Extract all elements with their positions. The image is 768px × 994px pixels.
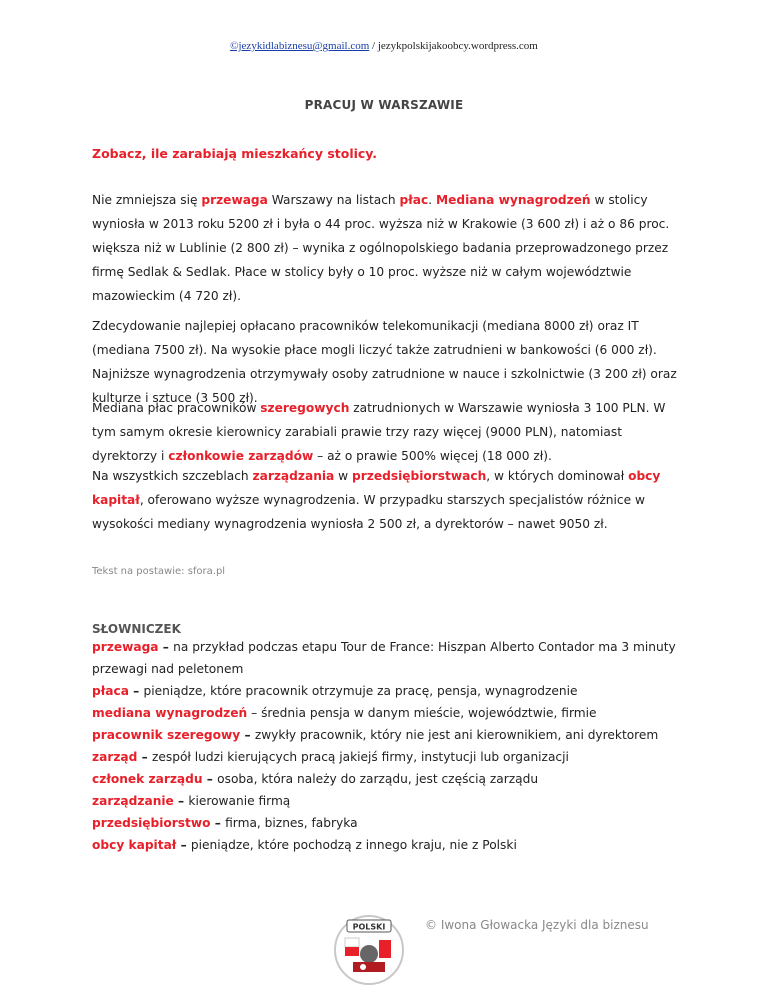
p3-term-czlonkowie: członkowie zarządów <box>168 449 314 463</box>
logo-text: POLSKI <box>352 922 386 932</box>
p4-term-obcy-kapital: obcy kapitał <box>92 469 661 507</box>
glossary-definition: zespół ludzi kierujących pracą jakiejś firmy, instytucji lub organizacji <box>151 750 569 764</box>
glossary-term: obcy kapitał <box>92 838 177 852</box>
glossary-item <box>92 636 680 680</box>
glossary-definition: osoba, która należy do zarządu, jest częścią zarządu <box>217 772 539 786</box>
p1-term-przewaga: przewaga <box>201 193 268 207</box>
glossary-term: zarządzanie <box>92 794 174 808</box>
p1-text-b: Warszawy na listach <box>267 193 400 207</box>
p1-text-d: w stolicy wyniosła w 2013 roku 5200 zł i była o 44 proc. wyższa niż w Krakowie (3 600 zł) i aż o 86 proc. większa niż w Lublinie (2 800 zł) – wynika z ogólnopolskiego badania przeprowadzonego przez firmę Sedlak & Sedlak. Płace w stolicy były o 10 proc. wyższe niż w całym województwie mazowieckim (4 720 zł). <box>92 193 670 303</box>
glossary-definition: średnia pensja w danym mieście, województwie, firmie <box>261 706 597 720</box>
glossary-term: mediana wynagrodzeń <box>92 706 248 720</box>
footer-copyright: © Iwona Głowacka Języki dla biznesu <box>425 918 649 932</box>
glossary-term: zarząd <box>92 750 138 764</box>
polski-logo-icon <box>333 914 405 986</box>
glossary-definition: pieniądze, które pochodzą z innego kraju, nie z Polski <box>190 838 517 852</box>
glossary-dash: – <box>158 640 174 654</box>
glossary-item <box>92 746 680 768</box>
glossary-item <box>92 768 680 790</box>
glossary-dash: – <box>173 794 189 808</box>
glossary-item <box>92 680 680 702</box>
p4-text-a: Na wszystkich szczeblach <box>92 469 253 483</box>
glossary-item <box>92 790 680 812</box>
glossary-definition: pieniądze, które pracownik otrzymuje za pracę, pensja, wynagrodzenie <box>143 684 578 698</box>
p4-text-c: , w których dominował <box>486 469 629 483</box>
p3-term-szeregowych: szeregowych <box>260 401 350 415</box>
p1-term-mediana: Mediana wynagrodzeń <box>435 193 591 207</box>
glossary-list <box>92 636 680 856</box>
glossary-item <box>92 834 680 856</box>
glossary-definition: zwykły pracownik, który nie jest ani kierownikiem, ani dyrektorem <box>254 728 659 742</box>
glossary-dash: – <box>240 728 255 742</box>
page-header <box>0 40 768 52</box>
p4-term-przedsiebiorstwach: przedsiębiorstwach <box>352 469 487 483</box>
glossary-term: płaca <box>92 684 129 698</box>
glossary-dash: – <box>176 838 191 852</box>
paragraph-3 <box>92 396 680 468</box>
glossary-item <box>92 702 680 724</box>
header-site: jezykpolskijakoobcy.wordpress.com <box>377 40 538 52</box>
source-note: Tekst na postawie: sfora.pl <box>92 566 226 577</box>
glossary-definition: firma, biznes, fabryka <box>225 816 358 830</box>
glossary-item <box>92 812 680 834</box>
p3-text-c: – aż o prawie 500% więcej (18 000 zł). <box>313 449 552 463</box>
p1-term-placa: płac <box>399 193 429 207</box>
glossary-definition: na przykład podczas etapu Tour de France: Hiszpan Alberto Contador ma 3 minuty przewagi nad peletonem <box>92 640 676 676</box>
header-separator: / <box>369 40 378 52</box>
p1-text-a: Nie zmniejsza się <box>92 193 202 207</box>
p4-text-d: , oferowano wyższe wynagrodzenia. W przypadku starszych specjalistów różnice w wysokości mediany wynagrodzenia wyniosła 2 500 zł, a dyrektorów – nawet 9050 zł. <box>92 493 645 531</box>
glossary-term: przedsiębiorstwo <box>92 816 211 830</box>
p4-text-b: w <box>334 469 352 483</box>
glossary-dash: – <box>210 816 226 830</box>
email-link[interactable]: ©jezykidlabiznesu@gmail.com <box>230 40 370 52</box>
glossary-definition: kierowanie firmą <box>188 794 291 808</box>
glossary-term: pracownik szeregowy <box>92 728 241 742</box>
glossary-title: SŁOWNICZEK <box>92 622 181 636</box>
glossary-dash: – <box>137 750 152 764</box>
glossary-term: przewaga <box>92 640 159 654</box>
paragraph-4 <box>92 464 680 536</box>
p3-text-b: zatrudnionych w Warszawie wyniosła 3 100 PLN. W tym samym okresie kierownicy zarabiali prawie trzy razy więcej (9000 PLN), natomiast dyrektorzy i <box>92 401 666 463</box>
glossary-dash: – <box>247 706 262 720</box>
glossary-item <box>92 724 680 746</box>
paragraph-2: Zdecydowanie najlepiej opłacano pracowników telekomunikacji (mediana 8000 zł) oraz IT (mediana 7500 zł). Na wysokie płace mogli liczyć także zatrudnieni w bankowości (6 000 zł). Najniższe wynagrodzenia otrzymywały osoby zatrudnione w nauce i szkolnictwie (3 200 zł) oraz kulturze i sztuce (3 500 zł). <box>92 319 677 405</box>
lead-sentence: Zobacz, ile zarabiają mieszkańcy stolicy. <box>92 146 378 161</box>
p1-text-c: . <box>428 193 436 207</box>
p3-text-a: Mediana płac pracowników <box>92 401 261 415</box>
paragraph-1 <box>92 188 680 308</box>
p4-term-zarzadzania: zarządzania <box>252 469 335 483</box>
glossary-term: członek zarządu <box>92 772 203 786</box>
page-title: PRACUJ W WARSZAWIE <box>304 98 464 112</box>
glossary-dash: – <box>128 684 144 698</box>
glossary-dash: – <box>202 772 218 786</box>
